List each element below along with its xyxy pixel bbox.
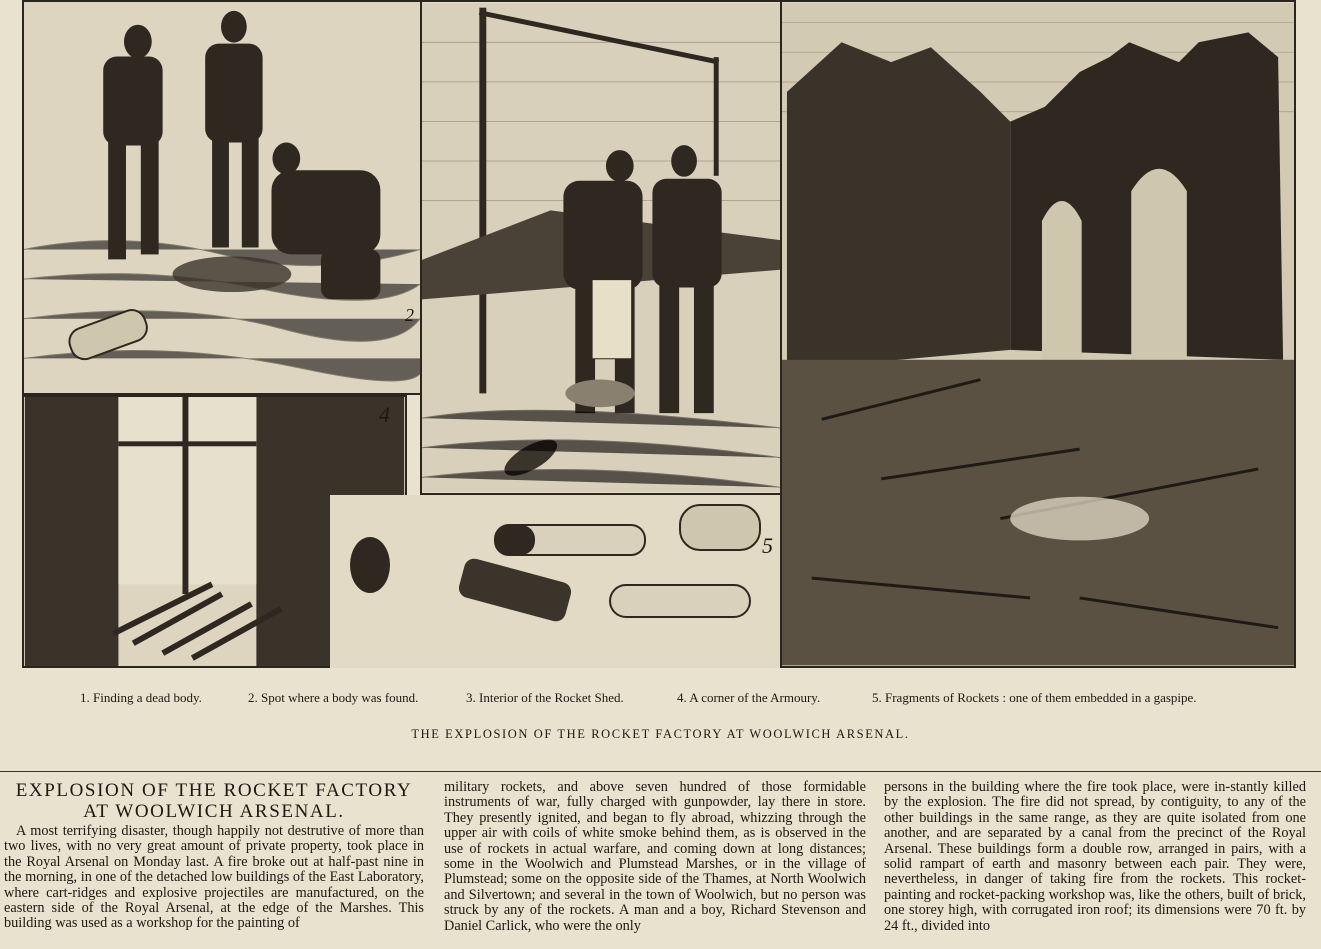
- figure-number-4: 4: [379, 402, 390, 427]
- caption-1: 1. Finding a dead body.: [80, 690, 202, 705]
- article-body-col1: A most terrifying disaster, though happily not destrutive of more than two lives, with no very great amount of private property, took place in the Royal Arsenal on Monday last. A fire broke out at half-past nine in the morning, in one of the detached low buildings of the East Laboratory, where cart-ridges and explosive projectiles are manufactured, on the eastern side of the Royal Arsenal, at the edge of the Marshes. This building was used as a workshop for the painting of: [4, 823, 424, 932]
- headline-line-1: EXPLOSION OF THE ROCKET FACTORY: [15, 780, 413, 801]
- article-body-col3: persons in the building where the fire took place, were in-stantly killed by the explosion. The fire did not spread, by contiguity, to any of the other buildings in the same range, as they are quite isolated from one another, and are separated by a canal from the precinct of the Royal Arsenal. These buildings form a double row, arranged in pairs, with a solid rampart of earth and masonry between each pair. They were, nevertheless, in danger of taking fire from the rockets. This rocket-painting and rocket-packing workshop was, like the others, built of brick, one storey high, with corrugated iron roof; its dimensions were 70 ft. by 24 ft., divided into: [884, 779, 1306, 934]
- figure-number-2: 2: [405, 305, 414, 325]
- divider-rule: [0, 771, 1321, 772]
- caption-4: 4. A corner of the Armoury.: [677, 690, 821, 705]
- caption-2: 2. Spot where a body was found.: [248, 690, 419, 705]
- caption-3: 3. Interior of the Rocket Shed.: [466, 690, 624, 705]
- plate-title: THE EXPLOSION OF THE ROCKET FACTORY AT WOOLWICH ARSENAL.: [411, 727, 910, 741]
- engraving-rocket-pieces: [330, 495, 780, 668]
- engraving-finding-dead-body: [22, 0, 422, 395]
- engraving-figures-searching: [24, 2, 420, 393]
- caption-5: 5. Fragments of Rockets : one of them embedded in a gaspipe.: [872, 690, 1197, 705]
- engraving-rocket-shed-interior: [780, 0, 1296, 668]
- engraving-body-spot: [420, 0, 782, 495]
- engraving-rocket-shed-exterior: [422, 2, 780, 493]
- article-column-2: [444, 780, 866, 934]
- figure-number-5: 5: [762, 533, 773, 558]
- article-column-3: [884, 780, 1306, 934]
- engraving-rocket-fragments: [330, 495, 780, 668]
- article-column-1: [4, 780, 424, 932]
- engraving-ruined-walls: [782, 2, 1294, 666]
- headline-line-2: AT WOOLWICH ARSENAL.: [83, 801, 345, 822]
- article-headline: [4, 780, 424, 822]
- article-body-col2: military rockets, and above seven hundred of those formidable instruments of war, fully charged with gunpowder, lay there in store. They presently ignited, and began to fly abroad, whizzing through the upper air with coils of white smoke behind them, as is observed in the use of rockets in actual warfare, and coming down at long distances; some in the Woolwich and Plumstead Marshes, or in the village of Plumstead; some on the opposite side of the Thames, at North Woolwich and Silvertown; and several in the town of Woolwich, but no person was struck by any of the rockets. A man and a boy, Richard Stevenson and Daniel Carlick, who were the only: [444, 779, 866, 934]
